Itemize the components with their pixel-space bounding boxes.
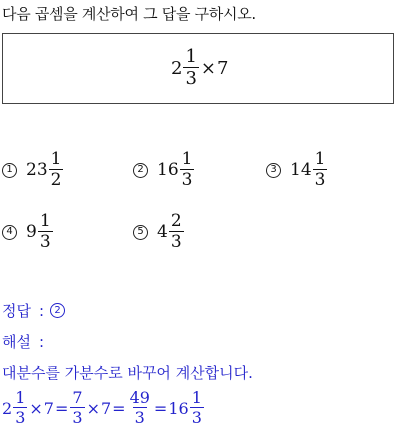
answer-line [2,300,74,321]
step3-numerator: 49 [129,388,150,407]
step4-fraction [190,390,204,426]
step2-denominator: 3 [72,408,83,427]
expr-numerator: 1 [185,46,197,67]
option-4[interactable] [2,213,54,251]
step3-fraction [128,390,152,426]
option-4-whole: 9 [26,222,37,242]
option-1-fraction [49,151,64,189]
explanation-label: 해설 [2,333,31,351]
option-1[interactable] [2,151,64,189]
explanation-label-line [2,331,50,352]
expr-operator: × [200,57,216,79]
option-4-marker: 4 [2,225,17,240]
question-text: 다음 곱셈을 계산하여 그 답을 구하시오. [2,5,256,23]
option-2-denominator: 3 [181,170,193,190]
step2-seven: 7 [100,398,112,418]
option-1-denominator: 2 [50,170,62,190]
step3-equals: = [153,398,168,418]
option-5-numerator: 2 [170,211,182,231]
step1-numerator: 1 [15,388,26,407]
answer-marker: 2 [50,303,65,318]
problem-expression [171,48,228,88]
expr-whole: 2 [171,57,183,79]
step4-whole: 16 [168,398,189,418]
expr-fraction [183,48,198,88]
option-4-value [26,213,54,251]
option-1-whole: 23 [26,160,48,180]
step1-times: × [29,398,43,418]
step4-numerator: 1 [191,388,202,407]
step2-equals: = [112,398,126,418]
option-5-value [157,213,185,251]
option-5-fraction [169,213,184,251]
answer-label: 정답 [2,302,31,320]
option-2[interactable] [133,151,195,189]
option-5[interactable] [133,213,185,251]
step4-denominator: 3 [191,408,202,427]
explanation-steps [2,390,205,426]
step1-seven: 7 [43,398,54,418]
step1-equals: = [54,398,69,418]
option-2-fraction [180,151,195,189]
option-2-value [157,151,195,189]
option-3-marker: 3 [266,163,281,178]
option-1-marker: 1 [2,163,17,178]
expr-multiplier: 7 [217,57,229,79]
option-1-numerator: 1 [50,149,62,169]
option-4-denominator: 3 [39,232,51,252]
step3-denominator: 3 [134,408,145,427]
expr-denominator: 3 [185,68,197,89]
option-3[interactable] [266,151,328,189]
option-5-marker: 5 [133,225,148,240]
option-4-numerator: 1 [39,211,51,231]
step1-whole: 2 [2,398,13,418]
option-2-whole: 16 [157,160,179,180]
option-5-whole: 4 [157,222,168,242]
step1-denominator: 3 [15,408,26,427]
expression-box [2,33,394,104]
explanation-colon: : [38,332,45,351]
option-3-denominator: 3 [314,170,326,190]
option-3-numerator: 1 [314,149,326,169]
option-1-value [26,151,64,189]
explanation-text: 대분수를 가분수로 바꾸어 계산합니다. [2,364,253,382]
option-4-fraction [38,213,53,251]
step2-times: × [86,398,100,418]
option-2-numerator: 1 [181,149,193,169]
answer-colon: : [38,301,45,320]
option-5-denominator: 3 [170,232,182,252]
step2-numerator: 7 [72,388,83,407]
step2-fraction [70,390,84,426]
option-3-value [290,151,328,189]
option-2-marker: 2 [133,163,148,178]
option-3-fraction [313,151,328,189]
step1-fraction [13,390,27,426]
option-3-whole: 14 [290,160,312,180]
